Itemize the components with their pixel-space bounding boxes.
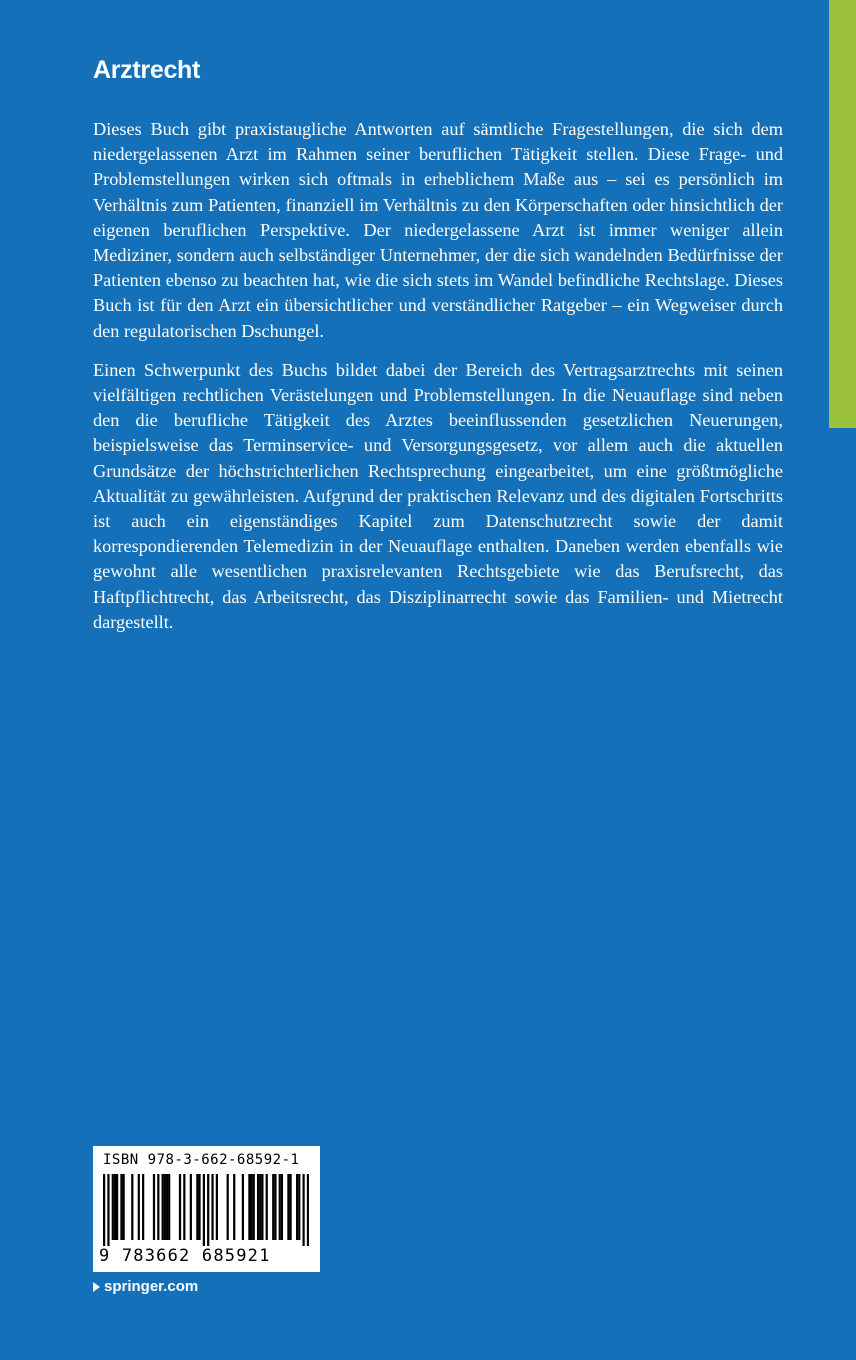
barcode-bar: [164, 1174, 166, 1240]
publisher-url: springer.com: [104, 1278, 199, 1295]
barcode-bar: [233, 1174, 235, 1240]
barcode-bar: [114, 1174, 116, 1240]
barcode-bar: [242, 1174, 244, 1240]
blurb-content: [93, 56, 783, 649]
publisher-link[interactable]: [93, 1278, 198, 1295]
ean-digits: 9 783662 685921: [99, 1246, 271, 1266]
isbn-number: ISBN 978-3-662-68592-1: [103, 1152, 300, 1168]
barcode-bar: [266, 1174, 268, 1240]
barcode-bar: [112, 1174, 114, 1240]
barcode-bar: [142, 1174, 144, 1240]
barcode-bar: [289, 1174, 291, 1240]
barcode-bar: [198, 1174, 200, 1240]
barcode-bar: [116, 1174, 118, 1240]
barcode-bar: [120, 1174, 122, 1240]
barcode-bars: [103, 1174, 309, 1246]
arrow-right-icon: [93, 1282, 100, 1292]
barcode-bar: [131, 1174, 133, 1240]
barcode-bar: [298, 1174, 300, 1240]
barcode-bar: [123, 1174, 125, 1240]
barcode-bar: [287, 1174, 289, 1240]
barcode-bar: [257, 1174, 259, 1240]
barcode-bar: [107, 1174, 109, 1246]
book-title: Arztrecht: [93, 56, 201, 84]
barcode-bar: [179, 1174, 181, 1240]
barcode-bar: [302, 1174, 304, 1246]
barcode-bar: [190, 1174, 192, 1240]
barcode-bar: [168, 1174, 170, 1240]
barcode-bar: [274, 1174, 276, 1240]
barcode-bar: [259, 1174, 261, 1240]
isbn-barcode: [93, 1146, 320, 1272]
barcode-bar: [166, 1174, 168, 1240]
barcode-bar: [307, 1174, 309, 1246]
barcode-bar: [138, 1174, 140, 1240]
blurb-paragraph-1: Dieses Buch gibt praxistaugliche Antworten auf sämtliche Fragestellungen, die sich dem niedergelassenen Arzt im Rahmen seiner beruflichen Tätigkeit stellen. Diese Frage- und Problemstellungen wirken sich oftmals in erheblichem Maße aus – sei es persönlich im Verhältnis zum Patienten, finanziell im Verhältnis zu den Körperschaften oder hinsichtlich der eigenen beruflichen Perspektive. Der niedergelassene Arzt ist immer weniger allein Mediziner, sondern auch selbständiger Unternehmer, der die sich wandelnden Bedürfnisse der Patienten ebenso zu beachten hat, wie die sich stets im Wandel befindliche Rechtslage. Dieses Buch ist für den Arzt ein übersichtlicher und verständlicher Ratgeber – ein Wegweiser durch den regulatorischen Dschungel.: [93, 119, 783, 341]
barcode-bar: [253, 1174, 255, 1240]
barcode-bar: [162, 1174, 164, 1240]
barcode-bar: [296, 1174, 298, 1240]
barcode-bar: [250, 1174, 252, 1240]
barcode-bar: [281, 1174, 283, 1240]
barcode-bar: [196, 1174, 198, 1240]
barcode-bar: [279, 1174, 281, 1240]
accent-color-strip: [829, 0, 856, 428]
barcode-bar: [211, 1174, 213, 1240]
barcode-bar: [203, 1174, 205, 1246]
barcode-bar: [227, 1174, 229, 1240]
barcode-bar: [272, 1174, 274, 1240]
barcode-bar: [216, 1174, 218, 1240]
barcode-bar: [153, 1174, 155, 1240]
barcode-bar: [183, 1174, 185, 1240]
barcode-bar: [103, 1174, 105, 1246]
barcode-bar: [261, 1174, 263, 1240]
blurb-paragraph-2: Einen Schwerpunkt des Buchs bildet dabei der Bereich des Vertragsarztrechts mit seinen vielfältigen rechtlichen Verästelungen und Problemstellungen. In die Neuauflage sind neben den die berufliche Tätigkeit des Arztes beeinflussenden gesetzlichen Neuerungen, beispielsweise das Terminservice- und Versorgungsgesetz, vor allem auch die aktuellen Grundsätze der höchstrichterlichen Rechtsprechung eingearbeitet, um eine größtmögliche Aktualität zu gewährleisten. Aufgrund der praktischen Relevanz und des digitalen Fortschritts ist auch ein eigenständiges Kapitel zum Datenschutzrecht sowie der damit korrespondierenden Telemedizin in der Neuauflage enthalten. Daneben werden ebenfalls wie gewohnt alle wesentlichen praxisrelevanten Rechtsgebiete wie das Berufsrecht, das Haftpflichtrecht, das Arbeitsrecht, das Disziplinarrecht sowie das Familien- und Mietrecht dargestellt.: [93, 359, 783, 632]
barcode-bar: [157, 1174, 159, 1240]
barcode-bar: [207, 1174, 209, 1246]
barcode-bar: [248, 1174, 250, 1240]
